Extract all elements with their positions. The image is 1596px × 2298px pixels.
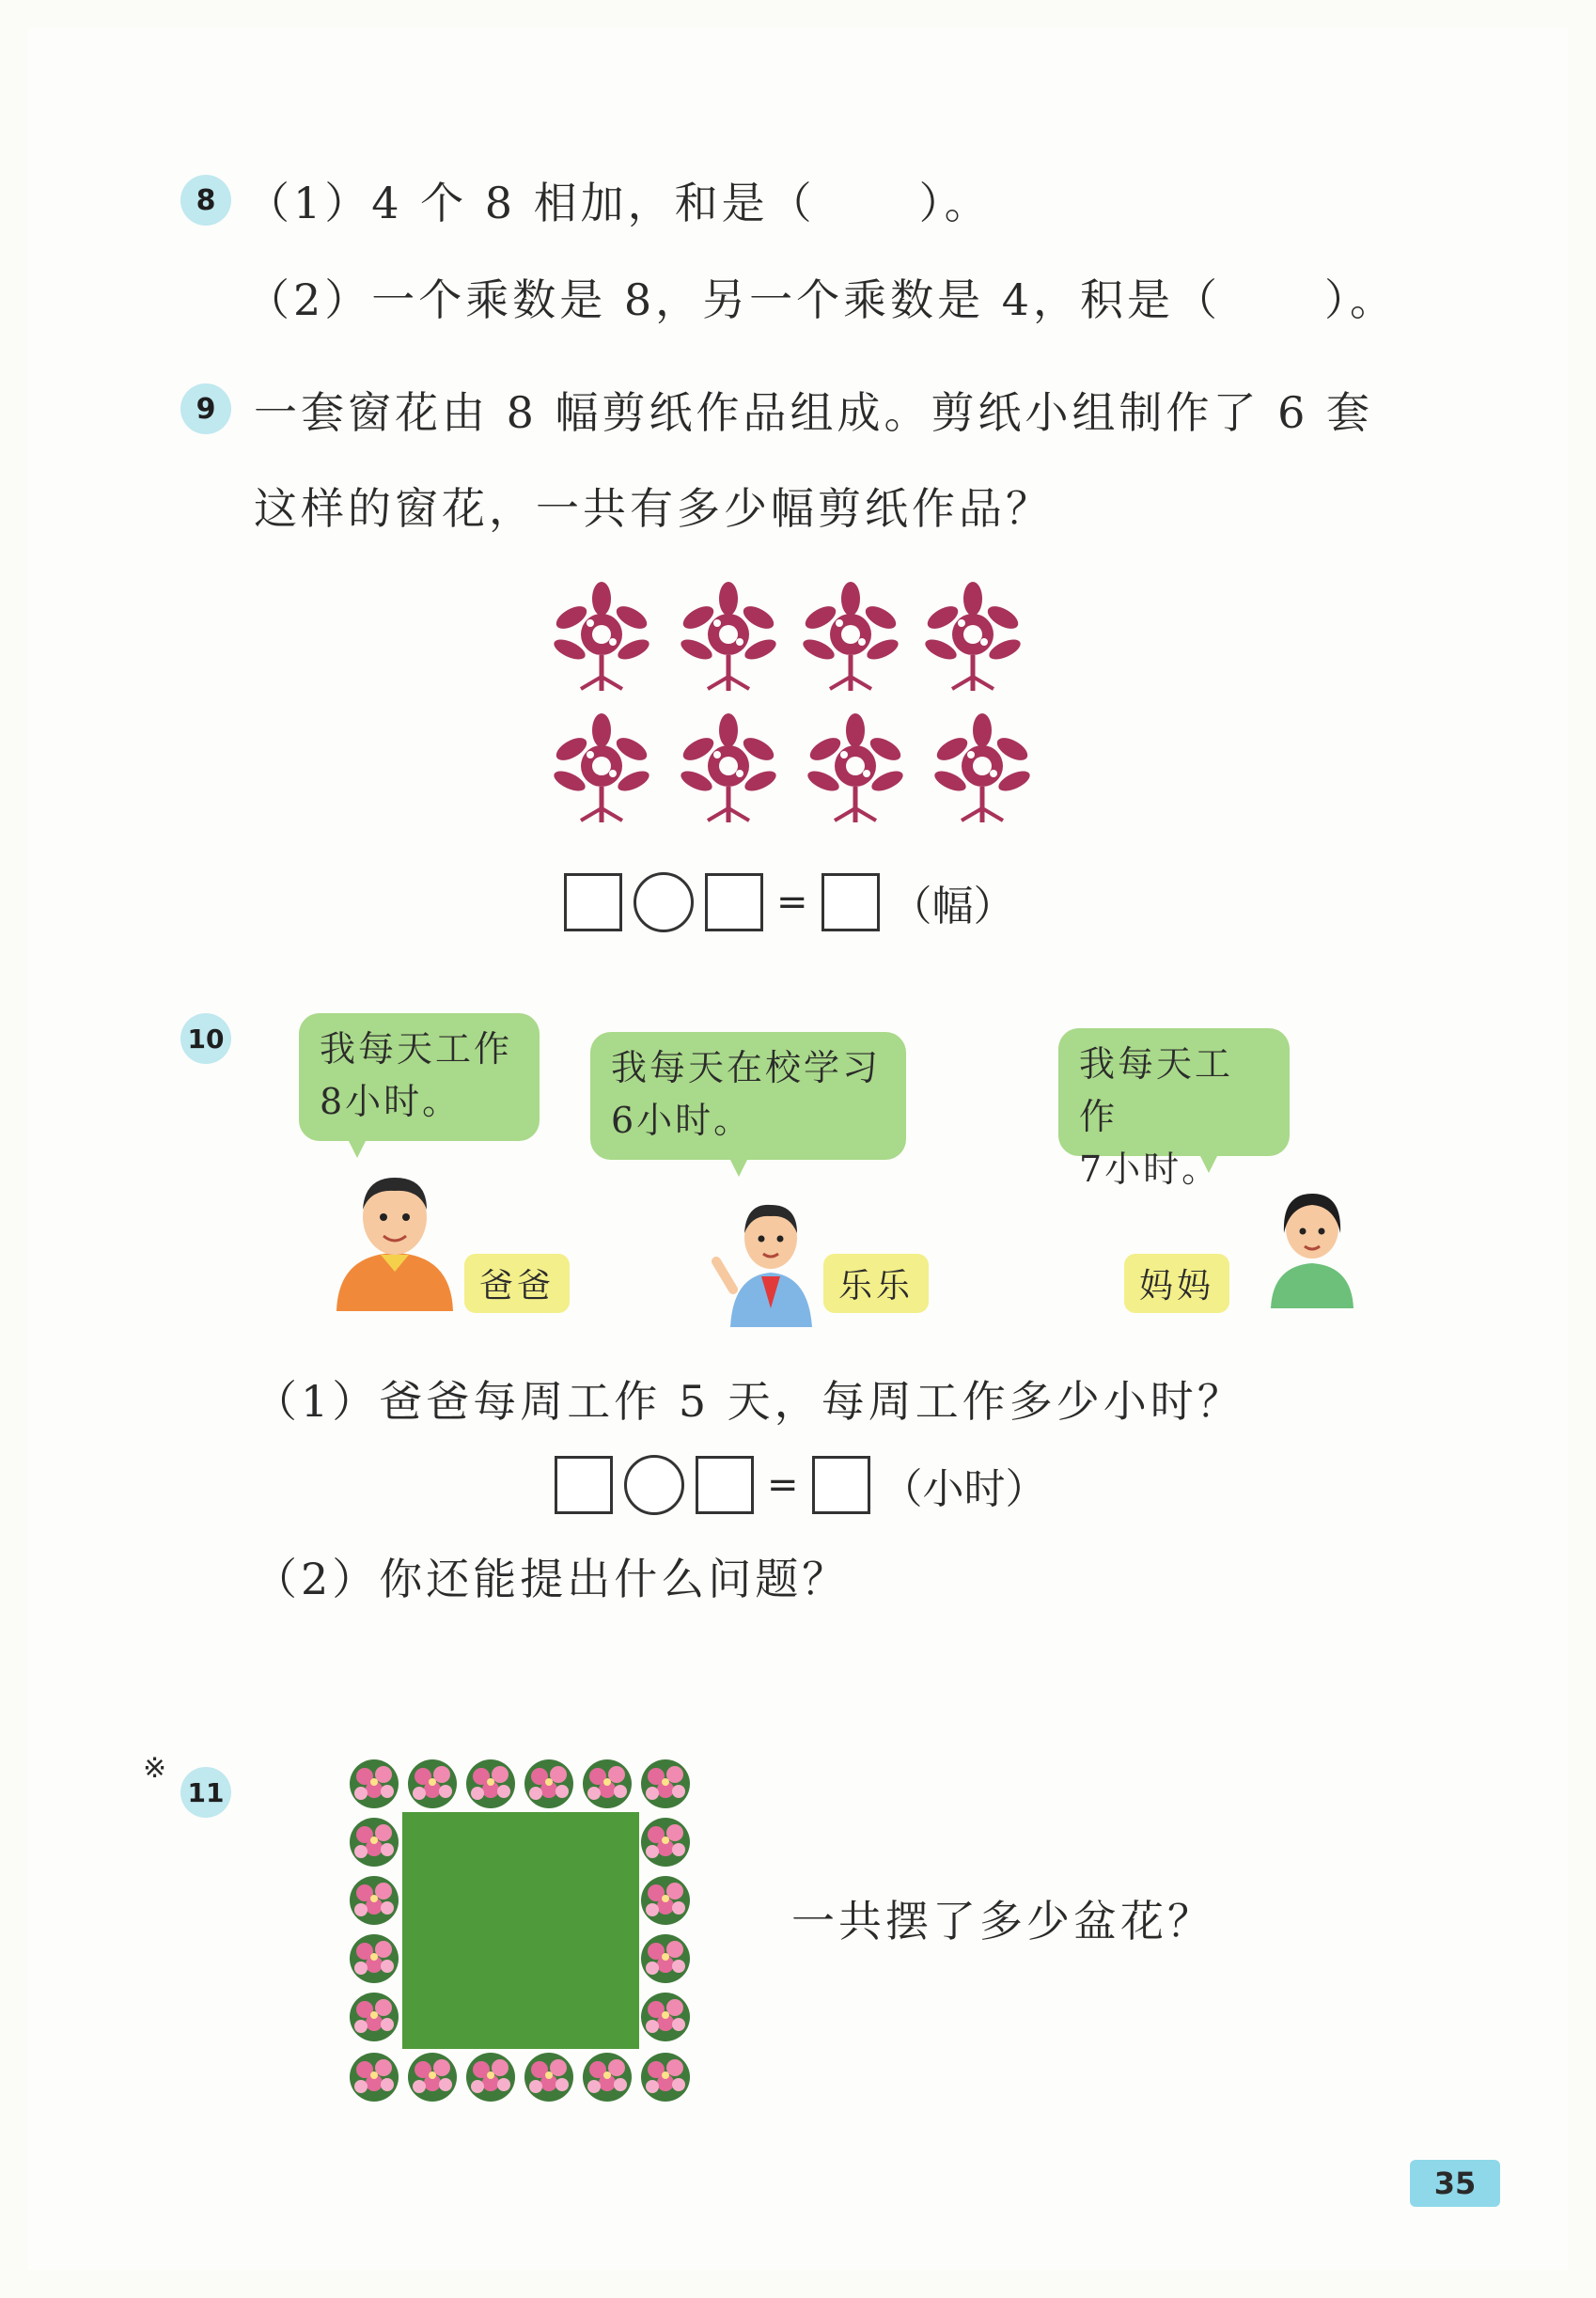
nametag-mom: 妈妈 (1124, 1254, 1229, 1313)
papercut-1 (551, 582, 651, 691)
flower-pot-square-illustration (346, 1756, 696, 2105)
question-10-badge: 10 (180, 1013, 231, 1064)
question-9-badge: 9 (180, 383, 231, 434)
question-10-part1: （1）爸爸每周工作 5 天，每周工作多少小时？ (254, 1376, 1244, 1427)
mom-illustration (1265, 1177, 1359, 1308)
operator-circle[interactable] (624, 1455, 684, 1515)
equals-sign: = (776, 881, 808, 924)
equals-sign: = (767, 1463, 799, 1507)
question-8-badge: 8 (180, 175, 231, 226)
unit-label: （幅） (890, 883, 1015, 930)
answer-box-result[interactable] (821, 873, 880, 931)
unit-label: （小时） (881, 1465, 1047, 1513)
answer-box-1[interactable] (564, 873, 622, 931)
question-11-badge: 11 (180, 1767, 231, 1818)
operator-circle[interactable] (634, 872, 694, 932)
question-9-line1: 一套窗花由 8 幅剪纸作品组成。剪纸小组制作了 6 套 (254, 387, 1374, 438)
papercut-8 (931, 713, 1032, 822)
question-8-part2: （2）一个乘数是 8，另一个乘数是 4，积是（ ）。 (246, 274, 1398, 325)
papercut-window-flowers (536, 564, 1062, 846)
question-8-part1: （1）4 个 8 相加，和是（ ）。 (246, 178, 992, 228)
papercut-7 (805, 713, 905, 822)
papercut-2 (678, 582, 778, 691)
papercut-3 (800, 582, 900, 691)
answer-box-2[interactable] (696, 1456, 754, 1514)
answer-box-1[interactable] (555, 1456, 613, 1514)
question-10-part2: （2）你还能提出什么问题？ (254, 1554, 850, 1604)
nametag-lele: 乐乐 (823, 1254, 929, 1313)
speech-bubble-dad: 我每天工作 8小时。 (299, 1013, 540, 1141)
question-9-equation (564, 872, 1015, 932)
nametag-dad: 爸爸 (464, 1254, 570, 1313)
question-11-text: 一共摆了多少盆花？ (791, 1896, 1214, 1946)
page-number: 35 (1410, 2160, 1500, 2207)
answer-box-2[interactable] (705, 873, 763, 931)
papercut-6 (678, 713, 778, 822)
dad-illustration (329, 1161, 461, 1311)
question-9-line2: 这样的窗花，一共有多少幅剪纸作品？ (254, 483, 1053, 534)
question-10-equation (555, 1455, 1047, 1515)
speech-bubble-lele: 我每天在校学习 6小时。 (590, 1032, 906, 1160)
papercut-4 (922, 582, 1023, 691)
speech-bubble-mom: 我每天工作 7小时。 (1058, 1028, 1290, 1156)
answer-box-result[interactable] (812, 1456, 870, 1514)
lele-illustration (707, 1186, 829, 1327)
papercut-5 (551, 713, 651, 822)
lawn (402, 1812, 639, 2049)
optional-mark: ※ (143, 1752, 167, 1785)
